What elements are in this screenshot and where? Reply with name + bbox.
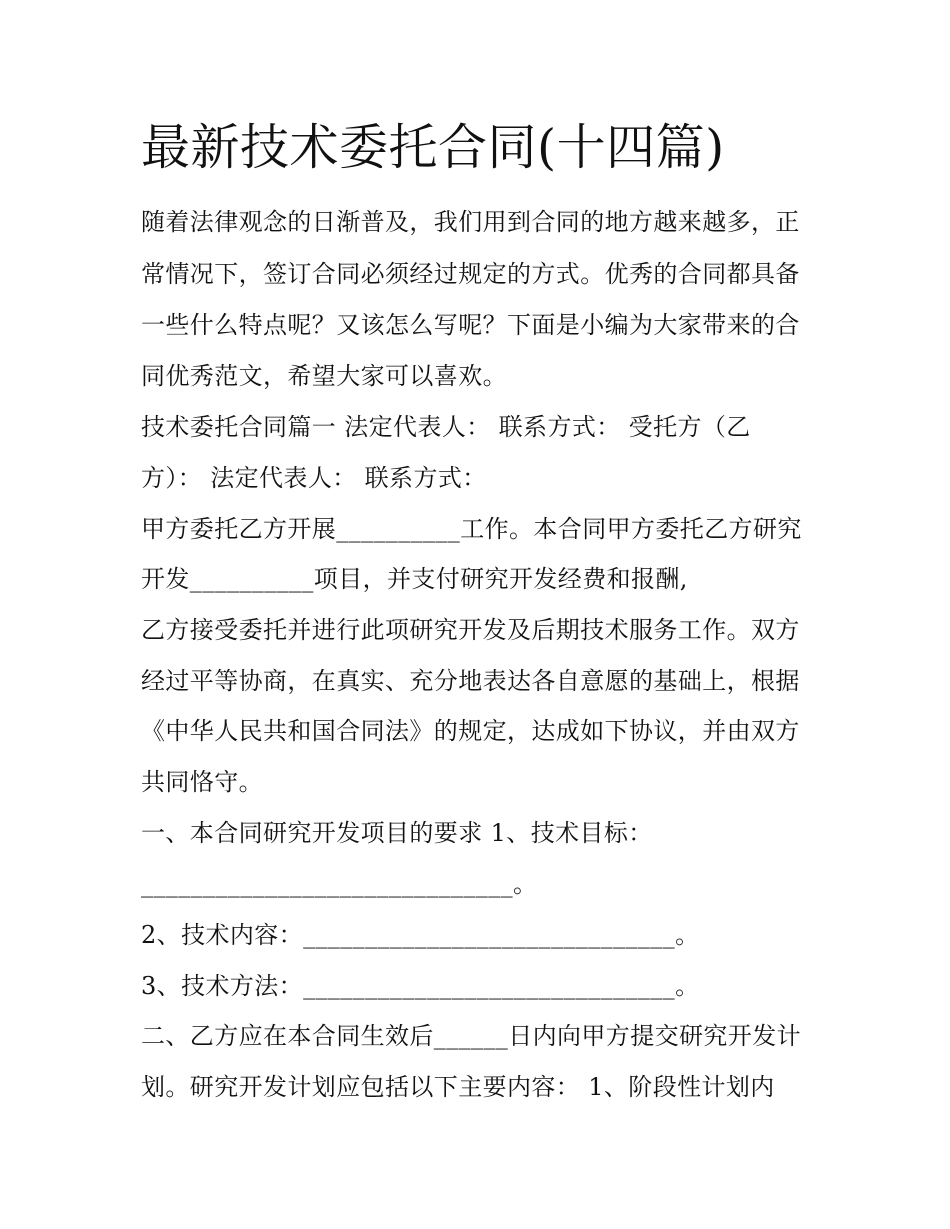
paragraph-line: 技术委托合同篇一 法定代表人： 联系方式： 受托方（乙	[141, 413, 751, 441]
paragraph-line: 同优秀范文，希望大家可以喜欢。	[141, 362, 507, 390]
paragraph-line: ______________________________。	[141, 870, 538, 898]
paragraph-line: 2、技术内容：______________________________。	[141, 921, 700, 949]
document-title: 最新技术委托合同(十四篇)	[141, 119, 725, 176]
paragraph-line: 3、技术方法：______________________________。	[141, 972, 700, 1000]
paragraph-line: 随着法律观念的日渐普及，我们用到合同的地方越来越多，正	[141, 208, 800, 236]
paragraph-line: 《中华人民共和国合同法》的规定，达成如下协议，并由双方	[141, 717, 800, 745]
paragraph-line: 常情况下，签订合同必须经过规定的方式。优秀的合同都具备	[141, 260, 800, 288]
paragraph-line: 乙方接受委托并进行此项研究开发及后期技术服务工作。双方	[141, 616, 800, 644]
paragraph-line: 一些什么特点呢？又该怎么写呢？下面是小编为大家带来的合	[141, 311, 800, 339]
paragraph-line: 共同恪守。	[141, 768, 263, 796]
paragraph-line: 二、乙方应在本合同生效后______日内向甲方提交研究开发计	[141, 1022, 801, 1050]
paragraph-line: 划。研究开发计划应包括以下主要内容： 1、阶段性计划内	[141, 1073, 775, 1101]
paragraph-line: 方）： 法定代表人： 联系方式：	[141, 464, 487, 492]
paragraph-line: 甲方委托乙方开展__________工作。本合同甲方委托乙方研究	[141, 515, 802, 543]
paragraph-line: 一、本合同研究开发项目的要求 1、技术目标：	[141, 819, 653, 847]
paragraph-line: 经过平等协商，在真实、充分地表达各自意愿的基础上，根据	[141, 667, 800, 695]
paragraph-line: 开发__________项目，并支付研究开发经费和报酬,	[141, 565, 688, 593]
